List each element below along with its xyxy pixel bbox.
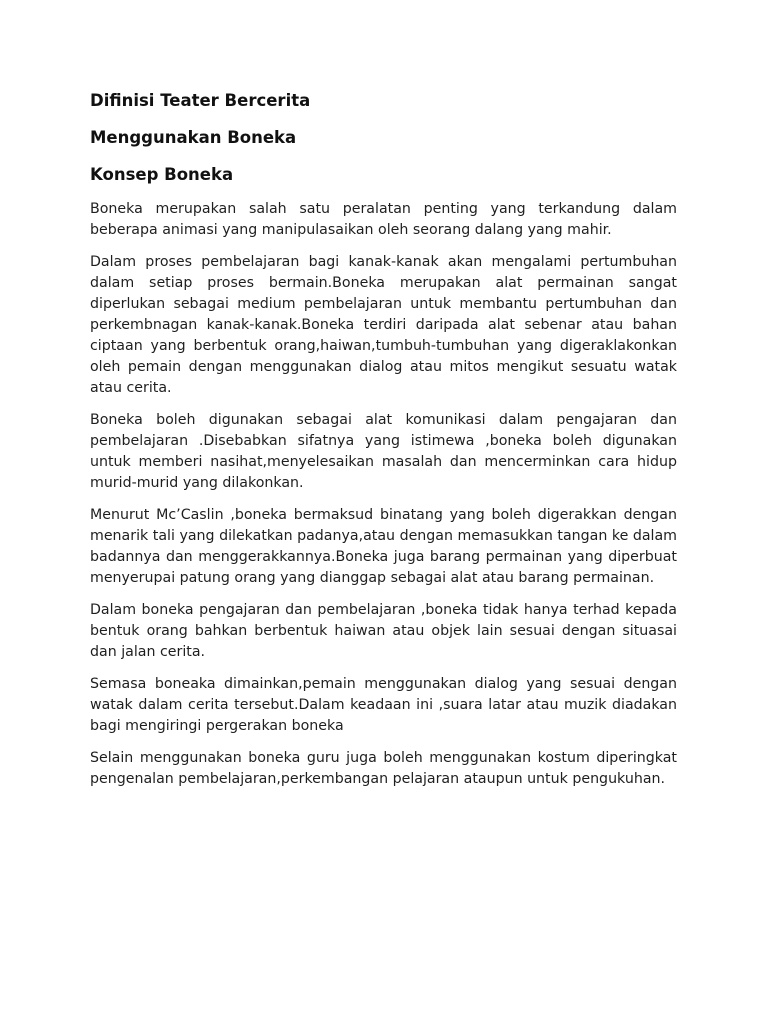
paragraph: Dalam boneka pengajaran dan pembelajaran ,boneka tidak hanya terhad kepada bentuk orang bahkan berbentuk haiwan atau objek lain sesuai dengan situasai dan jalan cerita. <box>90 602 677 660</box>
paragraph: Menurut Mc’Caslin ,boneka bermaksud binatang yang boleh digerakkan dengan menarik tali yang dilekatkan padanya,atau dengan memasukkan tangan ke dalam badannya dan menggerakkannya.Boneka juga barang permainan yang diperbuat menyerupai patung orang yang dianggap sebagai alat atau barang permainan. <box>90 507 677 586</box>
paragraph: Boneka merupakan salah satu peralatan penting yang terkandung dalam beberapa animasi yang manipulasaikan oleh seorang dalang yang mahir. <box>90 201 677 238</box>
paragraph: Selain menggunakan boneka guru juga boleh menggunakan kostum diperingkat pengenalan pembelajaran,perkembangan pelajaran ataupun untuk pengukuhan. <box>90 750 677 787</box>
paragraph: Boneka boleh digunakan sebagai alat komunikasi dalam pengajaran dan pembelajaran .Disebabkan sifatnya yang istimewa ,boneka boleh digunakan untuk memberi nasihat,menyelesaikan masalah dan mencerminkan cara hidup murid-murid yang dilakonkan. <box>90 412 677 491</box>
heading-subtitle: Menggunakan Boneka <box>90 128 297 147</box>
paragraph: Semasa boneaka dimainkan,pemain menggunakan dialog yang sesuai dengan watak dalam cerita tersebut.Dalam keadaan ini ,suara latar atau muzik diadakan bagi mengiringi pergerakan boneka <box>90 676 677 734</box>
heading-title: Difinisi Teater Bercerita <box>90 91 311 110</box>
heading-section: Konsep Boneka <box>90 165 234 184</box>
document-body <box>90 90 677 801</box>
paragraph: Dalam proses pembelajaran bagi kanak-kanak akan mengalami pertumbuhan dalam setiap proses bermain.Boneka merupakan alat permainan sangat diperlukan sebagai medium pembelajaran untuk membantu pertumbuhan dan perkembnagan kanak-kanak.Boneka terdiri daripada alat sebenar atau bahan ciptaan yang berbentuk orang,haiwan,tumbuh-tumbuhan yang digeraklakonkan oleh pemain dengan menggunakan dialog atau mitos mengikut sesuatu watak atau cerita. <box>90 254 677 396</box>
